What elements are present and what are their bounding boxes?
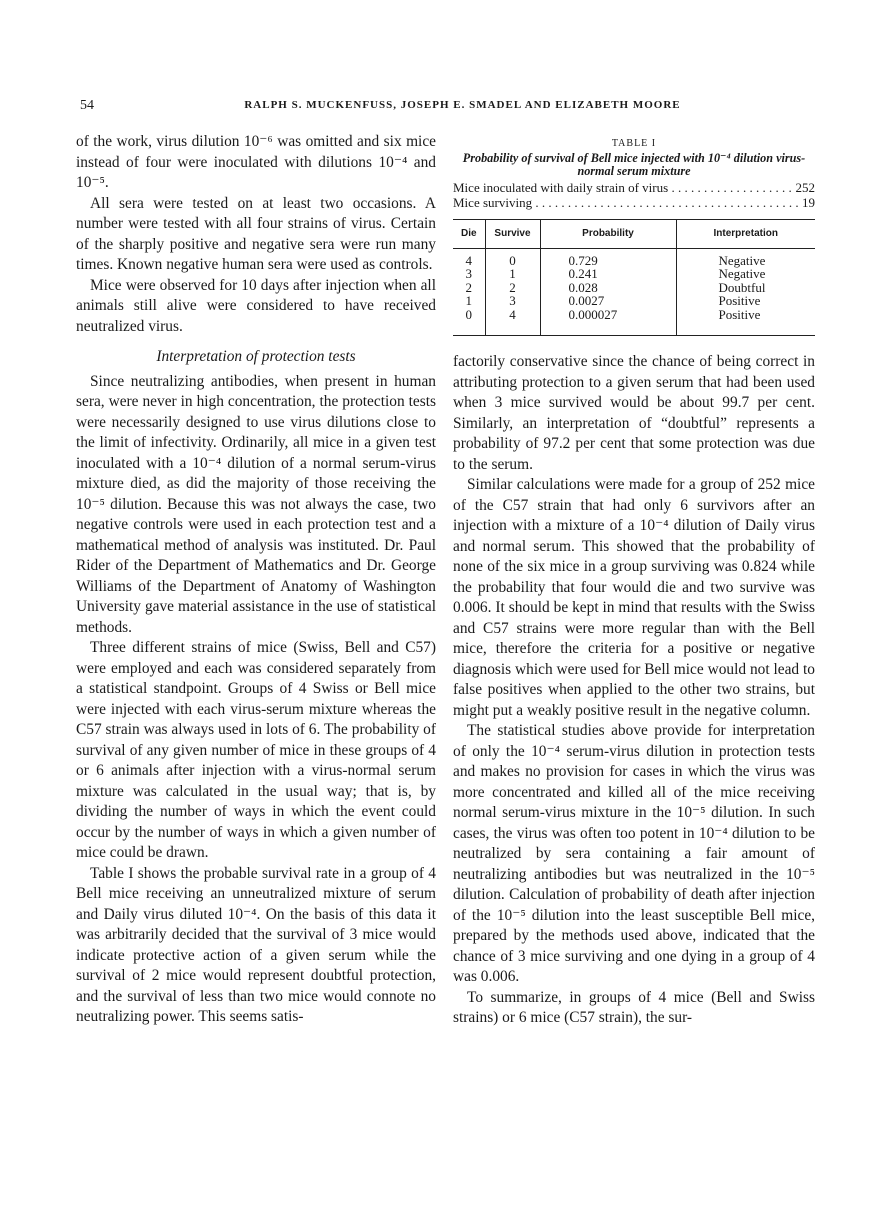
- table-header-row: [453, 220, 815, 249]
- table-row: [453, 281, 815, 295]
- column-header-survive: Survive: [485, 220, 540, 249]
- cell-survive: 3: [485, 294, 540, 308]
- cell-die: 2: [465, 279, 472, 295]
- table-one: [453, 138, 815, 336]
- cell-probability: 0.729: [540, 248, 676, 267]
- summary-value: 252: [795, 180, 815, 195]
- cell-survive: 1: [485, 267, 540, 281]
- cell-die: 4: [465, 252, 472, 268]
- cell-survive: 4: [485, 308, 540, 336]
- cell-interpretation: Doubtful: [676, 281, 815, 295]
- cell-interpretation: Positive: [676, 294, 815, 308]
- cell-die: 3: [465, 266, 472, 281]
- page-header: [80, 98, 815, 118]
- paragraph: Mice were observed for 10 days after injection when all animals still alive were considered to have received neutralized virus.: [76, 276, 436, 335]
- summary-row: [453, 181, 815, 196]
- cell-survive: 0: [485, 248, 540, 267]
- page-number: 54: [80, 98, 94, 113]
- paragraph: factorily conservative since the chance of being correct in attributing protection to a given serum that had been used when 3 mice survived would be about 99.7 per cent. Similarly, an interpretation of “doubtful” represents a probability of 97.2 per cent that some protection was due to the serum.: [453, 353, 815, 473]
- right-column: [453, 352, 815, 1029]
- table-row: [453, 248, 815, 267]
- paragraph: Three different strains of mice (Swiss, Bell and C57) were employed and each was considered separately from a statistical standpoint. Groups of 4 Swiss or Bell mice were injected with each virus-serum mixture whereas the C57 strain was always used in lots of 6. The probability of survival of any given number of mice in these groups of 4 or 6 animals after injection with a virus-normal serum mixture was calculated in the usual way; that is, by dividing the number of ways in which the event could occur by the number of ways in which a given number of mice could be drawn.: [76, 639, 436, 861]
- section-heading: Interpretation of protection tests: [156, 348, 356, 365]
- cell-survive: 2: [485, 281, 540, 295]
- summary-value: 19: [802, 194, 815, 210]
- column-header-interpretation: Interpretation: [676, 220, 815, 249]
- table-label: TABLE I: [611, 138, 657, 149]
- cell-die: 1: [465, 293, 472, 308]
- running-head: RALPH S. MUCKENFUSS, JOSEPH E. SMADEL AND ELIZABETH MOORE: [244, 99, 681, 111]
- column-header-die: Die: [453, 220, 485, 249]
- table-row: [453, 267, 815, 281]
- probability-table: [453, 219, 815, 336]
- paragraph: of the work, virus dilution 10⁻⁶ was omitted and six mice instead of four were inoculated with dilutions 10⁻⁴ and 10⁻⁵.: [76, 133, 436, 191]
- left-column: [76, 132, 436, 1028]
- cell-interpretation: Negative: [676, 248, 815, 267]
- table-row: [453, 294, 815, 308]
- cell-die: 0: [453, 308, 485, 336]
- paragraph: Similar calculations were made for a group of 252 mice of the C57 strain that had only 6 survivors after an injection with a mixture of a 10⁻⁴ dilution of Daily virus and normal serum. This showed that the probability of none of the six mice in a group surviving was 0.824 while the probability that four would die and two survive was 0.006. It should be kept in mind that results with the Swiss and C57 strains were more regular than with the Bell mice, therefore the criteria for a positive or negative diagnosis which were used for Bell mice would not lead to false positives when applied to the other two strains, but might put a weakly positive result in the negative column.: [453, 476, 815, 719]
- cell-interpretation: Positive: [676, 308, 815, 336]
- table-summary: [453, 181, 815, 210]
- summary-row: [453, 196, 815, 211]
- cell-probability: 0.241: [540, 267, 676, 281]
- paragraph: Since neutralizing antibodies, when present in human sera, were never in high concentration, the protection tests were necessarily designed to use virus dilutions close to the limit of infectivity. Ordinarily, all mice in a given test inoculated with a 10⁻⁴ dilution of a normal serum-virus mixture died, as did the majority of those receiving the 10⁻⁵ dilution. Because this was not always the case, two negative controls were used in each protection test and a mathematical method of analysis was instituted. Dr. Paul Rider of the Department of Mathematics and Dr. George Williams of the Department of Anatomy of Washington University gave material assistance in the use of statistical methods.: [76, 372, 436, 636]
- cell-interpretation: Negative: [676, 267, 815, 281]
- cell-probability: 0.0027: [540, 294, 676, 308]
- summary-label: Mice surviving . . .: [453, 196, 798, 211]
- table-row: [453, 308, 815, 336]
- cell-probability: 0.000027: [540, 308, 676, 336]
- cell-probability: 0.028: [540, 281, 676, 295]
- column-header-probability: Probability: [540, 220, 676, 249]
- paragraph: The statistical studies above provide for interpretation of only the 10⁻⁴ serum-virus dilution in protection tests and makes no provision for cases in which the virus was more concentrated and killed all of the mice receiving normal serum-virus mixture in the 10⁻⁵ dilution. In such cases, the virus was often too potent in 10⁻⁴ dilution to be neutralized by sera containing a fair amount of neutralizing antibodies but was neutralized in the 10⁻⁵ dilution. Calculation of probability of death after injection of the 10⁻⁵ dilution into the least susceptible Bell mice, prepared by the methods used above, indicated that the chance of 3 mice surviving and one dying in a group of 4 was 0.006.: [453, 722, 815, 985]
- table-caption: Probability of survival of Bell mice injected with 10⁻⁴ dilution virus-normal serum mixture: [462, 151, 806, 178]
- summary-label: Mice inoculated with daily strain of virus . . .: [453, 181, 792, 196]
- paragraph: All sera were tested on at least two occasions. A number were tested with all four strains of virus. Certain of the sharply positive and negative sera were run many times. Known negative human sera were used as controls.: [76, 194, 436, 273]
- paragraph: Table I shows the probable survival rate in a group of 4 Bell mice receiving an unneutralized mixture of serum and Daily virus diluted 10⁻⁴. On the basis of this data it was arbitrarily decided that the survival of 3 mice would indicate protective action of a given serum while the survival of 2 mice would represent doubtful protection, and the survival of less than two mice would connote no neutralizing power. This seems satis-: [76, 864, 436, 1025]
- paragraph: To summarize, in groups of 4 mice (Bell and Swiss strains) or 6 mice (C57 strain), the sur-: [453, 988, 815, 1026]
